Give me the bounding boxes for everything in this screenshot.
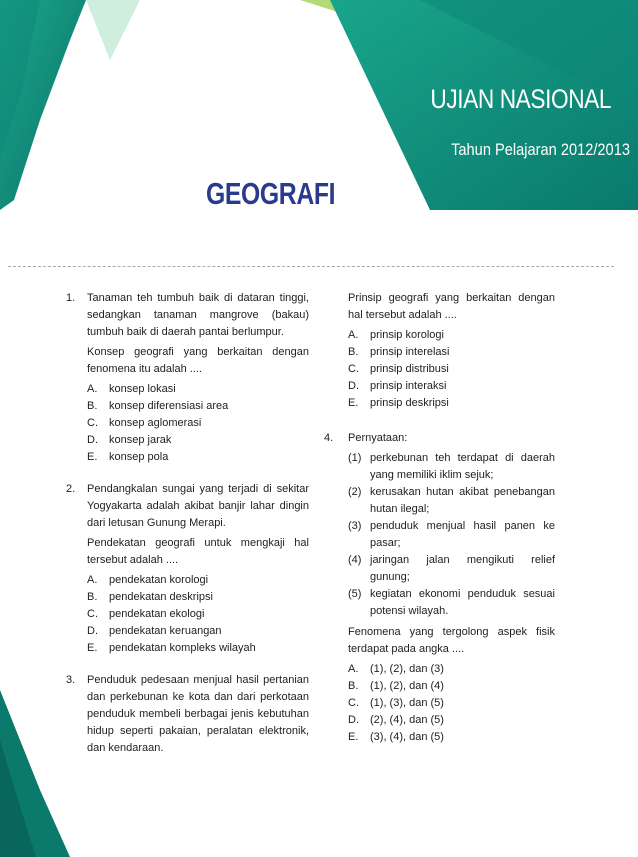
question-2 [66, 481, 309, 657]
question-number: 2. [66, 483, 76, 495]
option-e: E. (3), (4), dan (5) [348, 731, 444, 743]
option-d: D. (2), (4), dan (5) [348, 714, 444, 726]
option-c: C. pendekatan ekologi [87, 608, 205, 620]
option-c: C. (1), (3), dan (5) [348, 697, 444, 709]
question-prompt: Prinsip geografi yang berkaitan dengan hal tersebut adalah .... [348, 292, 555, 321]
question-text: Tanaman teh tumbuh baik di dataran tinggi, sedangkan tanaman mangrove (bakau) tumbuh baik di daerah pantai berlumpur. [87, 292, 309, 338]
option-b: B. prinsip interelasi [348, 346, 450, 358]
statement-3: (3) penduduk menjual hasil panen ke pasar; [348, 520, 555, 549]
option-a: A. pendekatan korologi [87, 574, 209, 586]
question-number: 4. [324, 432, 334, 444]
option-c: C. prinsip distribusi [348, 363, 449, 375]
option-a: A. prinsip korologi [348, 329, 444, 341]
statement-5: (5) kegiatan ekonomi penduduk sesuai potensi wilayah. [348, 588, 555, 617]
question-prompt: Pendekatan geografi untuk mengkaji hal tersebut adalah .... [87, 537, 309, 566]
option-a: A. (1), (2), dan (3) [348, 663, 444, 675]
question-4 [324, 430, 555, 746]
question-text: Penduduk pedesaan menjual hasil pertanian dan perkebunan ke kota dan dari perkotaan penduduk membeli berbagai jenis kebutuhan hidup seperti pakaian, peralatan elektronik, dan kendaraan. [87, 674, 309, 754]
option-d: D. prinsip interaksi [348, 380, 447, 392]
question-prompt: Konsep geografi yang berkaitan dengan fenomena itu adalah .... [87, 346, 309, 375]
question-3-continued [348, 290, 555, 412]
question-prompt: Fenomena yang tergolong aspek fisik terdapat pada angka .... [348, 626, 555, 655]
option-b: B. konsep diferensiasi area [87, 400, 229, 412]
option-b: B. (1), (2), dan (4) [348, 680, 444, 692]
question-intro: Pernyataan: [348, 432, 408, 444]
question-1 [66, 290, 309, 466]
left-column [66, 290, 309, 772]
statement-2: (2) kerusakan hutan akibat penebangan hutan ilegal; [348, 486, 555, 515]
question-3 [66, 672, 309, 757]
statement-4: (4) jaringan jalan mengikuti relief gunung; [348, 554, 555, 583]
option-c: C. konsep aglomerasi [87, 417, 202, 429]
option-e: E. pendekatan kompleks wilayah [87, 642, 256, 654]
statement-1: (1) perkebunan teh terdapat di daerah yang memiliki iklim sejuk; [348, 452, 555, 481]
option-b: B. pendekatan deskripsi [87, 591, 213, 603]
exam-title: UJIAN NASIONAL [430, 84, 611, 114]
subject-title: GEOGRAFI [206, 176, 336, 211]
option-d: D. pendekatan keruangan [87, 625, 222, 637]
option-e: E. prinsip deskripsi [348, 397, 449, 409]
option-e: E. konsep pola [87, 451, 169, 463]
right-column [324, 290, 555, 761]
option-a: A. konsep lokasi [87, 383, 176, 395]
dashed-divider [8, 266, 614, 267]
exam-year: Tahun Pelajaran 2012/2013 [451, 140, 630, 159]
question-number: 3. [66, 674, 76, 686]
question-number: 1. [66, 292, 76, 304]
question-text: Pendangkalan sungai yang terjadi di sekitar Yogyakarta adalah akibat banjir lahar dingin dari letusan Gunung Merapi. [87, 483, 309, 529]
option-d: D. konsep jarak [87, 434, 172, 446]
